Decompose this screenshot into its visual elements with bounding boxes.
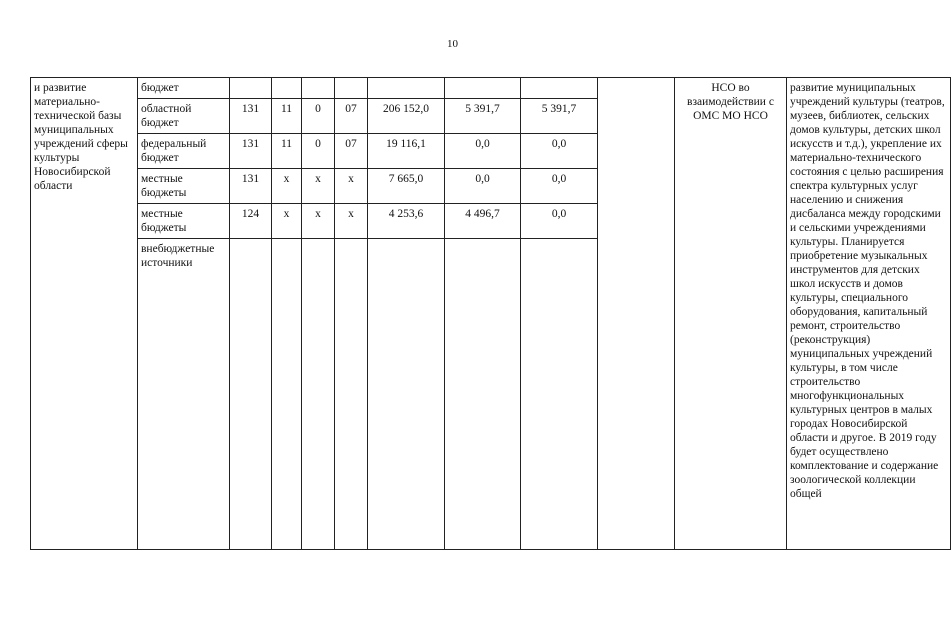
pr-cell [302, 239, 335, 550]
grbs-cell: 131 [230, 169, 272, 204]
budget-table [30, 77, 951, 550]
page-number: 10 [447, 38, 458, 50]
table-row [31, 78, 951, 99]
amount-year3-cell: 0,0 [521, 169, 598, 204]
amount-year3-cell: 0,0 [521, 204, 598, 239]
amount-year1-cell [368, 78, 445, 99]
source-cell: внебюджетные источники [138, 239, 230, 550]
executor-cell: НСО во взаимодействии с ОМС МО НСО [675, 78, 787, 550]
source-cell: местные бюджеты [138, 204, 230, 239]
rz-cell: 11 [272, 99, 302, 134]
amount-year2-cell: 0,0 [445, 134, 521, 169]
rz-cell: х [272, 204, 302, 239]
amount-year3-cell: 0,0 [521, 134, 598, 169]
empty-column-cell [598, 78, 675, 550]
csr-cell: 07 [335, 134, 368, 169]
amount-year2-cell [445, 78, 521, 99]
amount-year2-cell [445, 239, 521, 550]
csr-cell: х [335, 169, 368, 204]
csr-cell [335, 78, 368, 99]
amount-year1-cell [368, 239, 445, 550]
pr-cell: 0 [302, 134, 335, 169]
grbs-cell: 131 [230, 99, 272, 134]
source-cell: бюджет [138, 78, 230, 99]
program-name-cell: и развитие материально-технической базы муниципальных учреждений сферы культуры Новосибирской области [31, 78, 138, 550]
grbs-cell: 124 [230, 204, 272, 239]
csr-cell [335, 239, 368, 550]
amount-year2-cell: 4 496,7 [445, 204, 521, 239]
grbs-cell: 131 [230, 134, 272, 169]
source-cell: федеральный бюджет [138, 134, 230, 169]
amount-year1-cell: 206 152,0 [368, 99, 445, 134]
amount-year2-cell: 0,0 [445, 169, 521, 204]
grbs-cell [230, 78, 272, 99]
amount-year1-cell: 7 665,0 [368, 169, 445, 204]
amount-year3-cell: 5 391,7 [521, 99, 598, 134]
rz-cell [272, 78, 302, 99]
rz-cell: х [272, 169, 302, 204]
csr-cell: х [335, 204, 368, 239]
pr-cell: 0 [302, 99, 335, 134]
rz-cell [272, 239, 302, 550]
pr-cell: х [302, 169, 335, 204]
pr-cell [302, 78, 335, 99]
csr-cell: 07 [335, 99, 368, 134]
amount-year2-cell: 5 391,7 [445, 99, 521, 134]
pr-cell: х [302, 204, 335, 239]
amount-year1-cell: 19 116,1 [368, 134, 445, 169]
amount-year3-cell [521, 78, 598, 99]
amount-year3-cell [521, 239, 598, 550]
rz-cell: 11 [272, 134, 302, 169]
source-cell: местные бюджеты [138, 169, 230, 204]
source-cell: областной бюджет [138, 99, 230, 134]
description-cell: развитие муниципальных учреждений культуры (театров, музеев, библиотек, сельских домов культуры, детских школ искусств и т.д.), укрепление их материально-технического состояния с целью расширения спектра культурных услуг населению и снижения дисбаланса между городскими и сельскими учреждениями культуры. Планируется приобретение музыкальных инструментов для детских школ искусств и домов культуры, специального оборудования, капитальный ремонт, строительство (реконструкция) муниципальных учреждений культуры, в том числе строительство многофункциональных культурных центров в малых городах Новосибирской области и другое. В 2019 году будет осуществлено комплектование и содержание зоологической коллекции общей [787, 78, 951, 550]
amount-year1-cell: 4 253,6 [368, 204, 445, 239]
grbs-cell [230, 239, 272, 550]
